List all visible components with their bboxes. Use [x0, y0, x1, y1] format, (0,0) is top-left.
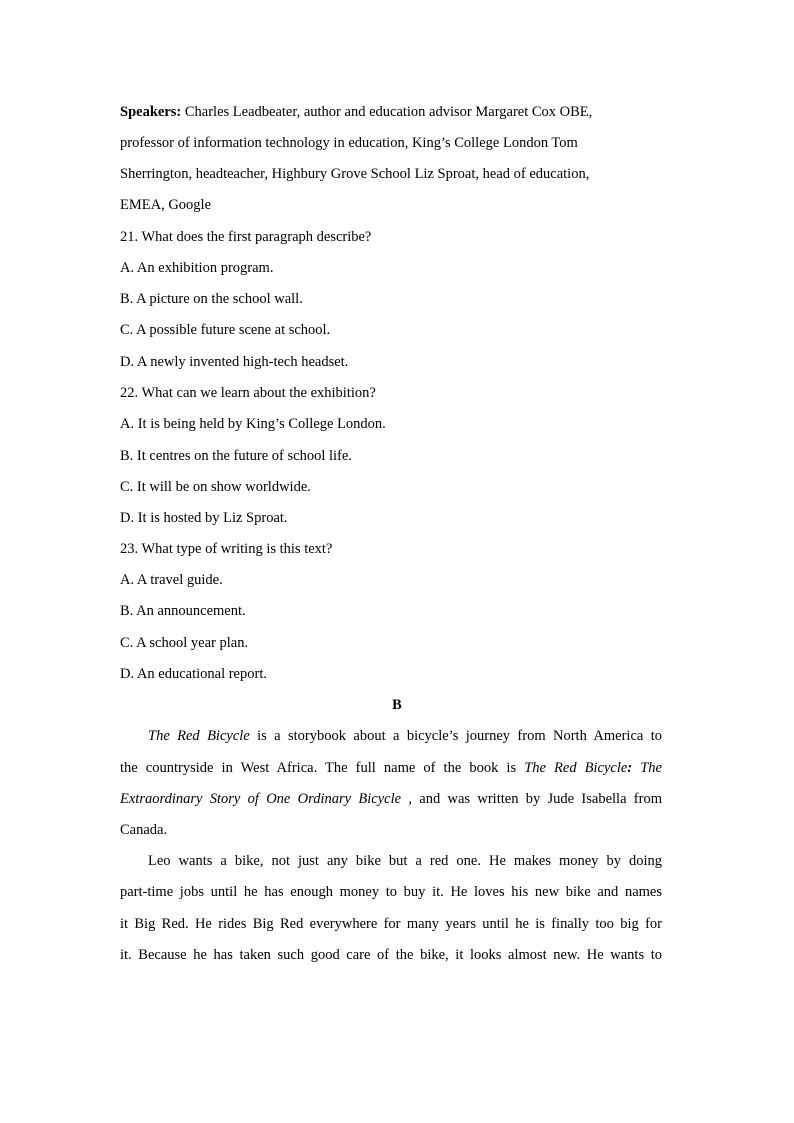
- question-21-option-d: D. A newly invented high-tech headset.: [120, 354, 349, 370]
- question-21-option-b: B. A picture on the school wall.: [120, 291, 303, 307]
- passage-p1-line-4: Canada.: [120, 822, 168, 838]
- book-full-title-part-2: Extraordinary Story of One Ordinary Bicycle: [120, 791, 402, 807]
- passage-p2-line-3: it Big Red. He rides Big Red everywhere for many years until he is finally too big for: [120, 916, 662, 932]
- question-22-option-a: A. It is being held by King’s College London.: [120, 416, 386, 432]
- speakers-line-4: EMEA, Google: [120, 197, 212, 213]
- section-b-heading: B: [392, 697, 402, 713]
- speakers-label: Speakers:: [120, 104, 182, 120]
- question-22-option-d: D. It is hosted by Liz Sproat.: [120, 510, 288, 526]
- speakers-line-2: professor of information technology in education, King’s College London Tom: [120, 135, 578, 151]
- question-21-option-c: C. A possible future scene at school.: [120, 322, 331, 338]
- question-23-option-c: C. A school year plan.: [120, 635, 249, 651]
- speakers-line-3: Sherrington, headteacher, Highbury Grove School Liz Sproat, head of education,: [120, 166, 590, 182]
- speakers-text: Charles Leadbeater, author and education advisor Margaret Cox OBE,: [184, 104, 593, 120]
- passage-p1-line-3: Extraordinary Story of One Ordinary Bicycle , and was written by Jude Isabella from: [120, 791, 662, 807]
- question-23-stem: 23. What type of writing is this text?: [120, 541, 333, 557]
- question-22-stem: 22. What can we learn about the exhibition?: [120, 385, 376, 401]
- speakers-line-1: [120, 103, 592, 121]
- question-23-option-b: B. An announcement.: [120, 603, 246, 619]
- question-22-option-c: C. It will be on show worldwide.: [120, 479, 311, 495]
- question-21-option-a: A. An exhibition program.: [120, 260, 274, 276]
- question-21-stem: 21. What does the first paragraph describe?: [120, 229, 372, 245]
- question-23-option-d: D. An educational report.: [120, 666, 267, 682]
- passage-p2-line-1: Leo wants a bike, not just any bike but a red one. He makes money by doing: [148, 853, 662, 869]
- passage-p1-line-2: the countryside in West Africa. The full name of the book is The Red Bicycle: The: [120, 760, 662, 776]
- passage-p2-line-4: it. Because he has taken such good care of the bike, it looks almost new. He wants to: [120, 947, 662, 963]
- question-22-option-b: B. It centres on the future of school life.: [120, 448, 352, 464]
- passage-p2-line-2: part-time jobs until he has enough money to buy it. He loves his new bike and names: [120, 884, 662, 900]
- question-23-option-a: A. A travel guide.: [120, 572, 223, 588]
- book-full-title-part-1: The Red Bicycle: [524, 760, 628, 776]
- passage-p1-line-1: The Red Bicycle is a storybook about a bicycle’s journey from North America to: [148, 728, 662, 744]
- book-title: The Red Bicycle: [148, 728, 250, 744]
